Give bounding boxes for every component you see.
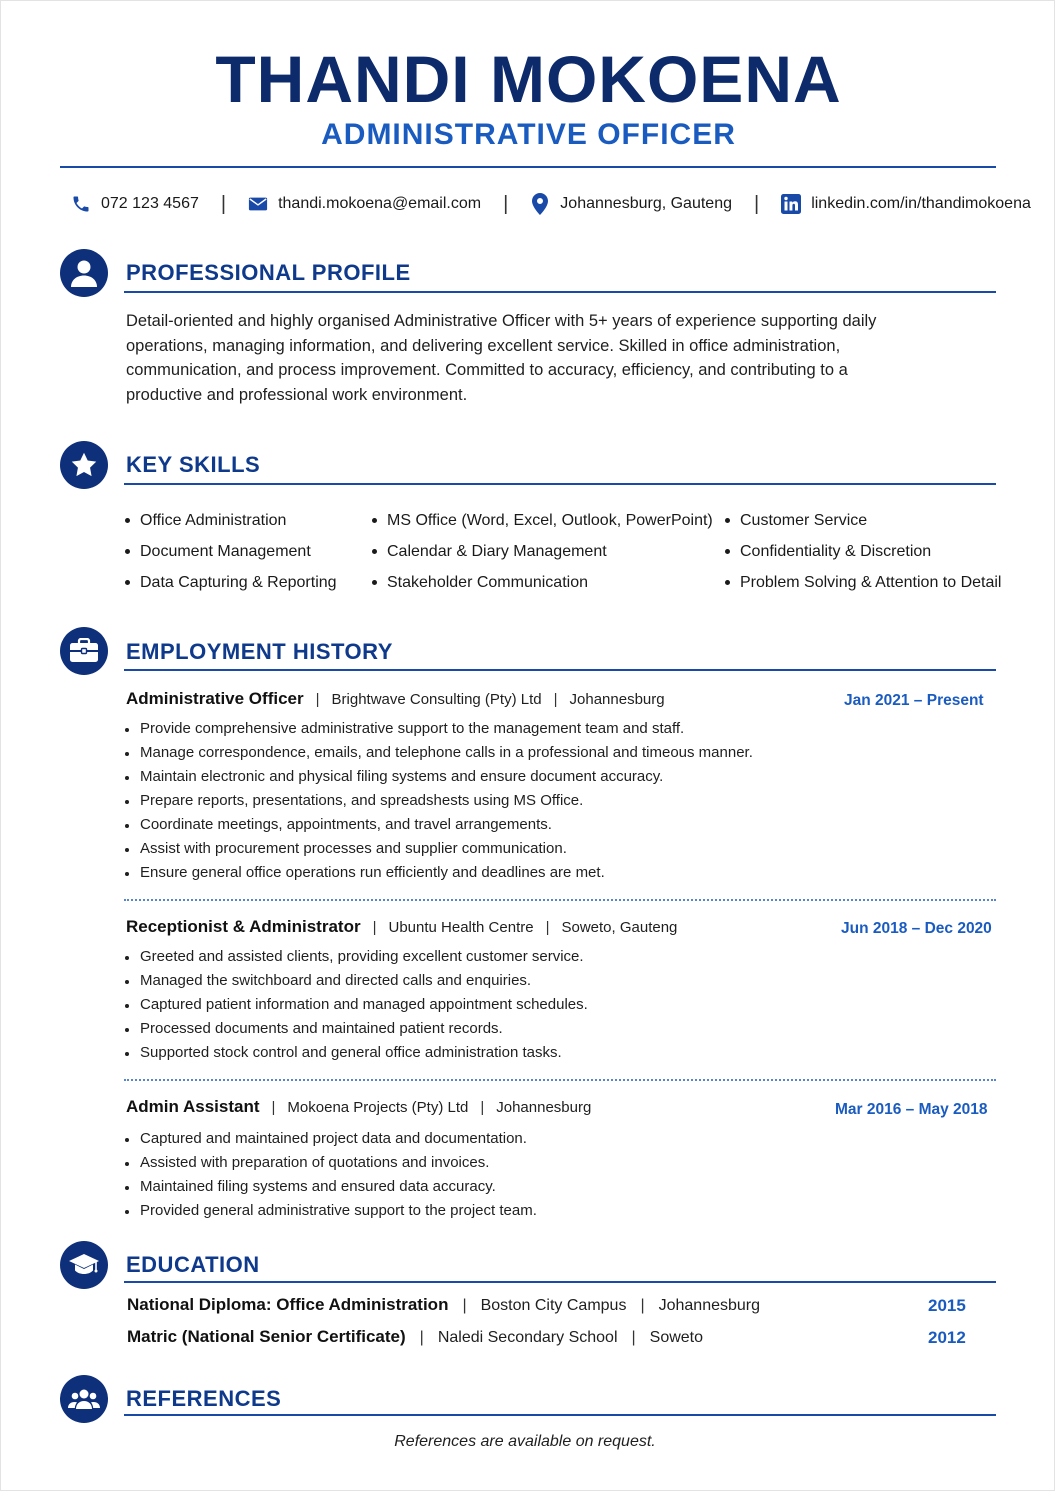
list-item: Maintain electronic and physical filing systems and ensure document accuracy.	[124, 765, 753, 789]
contact-phone-text: 072 123 4567	[101, 195, 199, 212]
contact-location-text: Johannesburg, Gauteng	[560, 195, 732, 212]
list-item: Ensure general office operations run efficiently and deadlines are met.	[124, 861, 753, 885]
list-item: Managed the switchboard and directed calls and enquiries.	[124, 969, 588, 993]
skill-item: Confidentiality & Discretion	[725, 536, 1001, 567]
profile-summary: Detail-oriented and highly organised Administrative Officer with 5+ years of experience supporting daily operations, managing information, and delivering excellent service. Skilled in office administration, communication, and process improvement. Committed to accuracy, efficiency, and contributing to a productive and professional work environment.	[126, 312, 877, 404]
skill-item: Office Administration	[125, 505, 337, 536]
list-item: Manage correspondence, emails, and telephone calls in a professional and timeous manner.	[124, 741, 753, 765]
education-qualification: Matric (National Senior Certificate)	[127, 1327, 406, 1346]
skills-heading: KEY SKILLS	[126, 452, 261, 477]
job-duties	[124, 1127, 537, 1223]
skills-column-1	[125, 505, 337, 598]
contact-bar	[71, 189, 1031, 219]
briefcase-icon	[60, 627, 108, 675]
list-item: Provide comprehensive administrative support to the management team and staff.	[124, 717, 753, 741]
education-separator: |	[640, 1297, 645, 1314]
employment-heading: EMPLOYMENT HISTORY	[126, 639, 393, 664]
job-dates: Mar 2016 – May 2018	[835, 1101, 988, 1118]
education-year: 2015	[928, 1296, 966, 1315]
list-item: Maintained filing systems and ensured data accuracy.	[124, 1175, 537, 1199]
skill-item: Data Capturing & Reporting	[125, 567, 337, 598]
list-item: Greeted and assisted clients, providing excellent customer service.	[124, 945, 588, 969]
job-company: Brightwave Consulting (Pty) Ltd	[331, 691, 542, 708]
list-item: Prepare reports, presentations, and spreadshests using MS Office.	[124, 789, 753, 813]
education-separator: |	[419, 1329, 424, 1346]
contact-phone	[71, 194, 199, 214]
contact-email-text[interactable]: thandi.mokoena@email.com	[278, 195, 482, 212]
skills-divider	[124, 483, 996, 485]
envelope-icon	[248, 194, 268, 214]
education-separator: |	[631, 1329, 636, 1346]
linkedin-icon	[781, 194, 801, 214]
education-row	[127, 1295, 997, 1315]
user-icon	[60, 249, 108, 297]
contact-linkedin-text[interactable]: linkedin.com/in/thandimokoena	[811, 195, 1031, 212]
job-role: Administrative Officer	[126, 689, 304, 708]
references-note: References are available on request.	[394, 1433, 656, 1450]
job-role: Admin Assistant	[126, 1097, 260, 1116]
contact-location	[530, 194, 732, 214]
profile-divider	[124, 291, 996, 293]
references-heading: REFERENCES	[126, 1386, 282, 1411]
contact-linkedin[interactable]	[781, 194, 1031, 214]
job-divider	[124, 899, 996, 901]
job-location: Johannesburg	[496, 1099, 592, 1116]
education-year: 2012	[928, 1328, 966, 1347]
job-location: Johannesburg	[569, 691, 665, 708]
job-dates: Jan 2021 – Present	[844, 692, 984, 709]
contact-separator: |	[503, 192, 509, 215]
job-location: Soweto, Gauteng	[561, 919, 678, 936]
education-institution: Naledi Secondary School	[437, 1329, 618, 1346]
job-company: Ubuntu Health Centre	[388, 919, 534, 936]
education-institution: Boston City Campus	[480, 1297, 627, 1314]
job-divider	[124, 1079, 996, 1081]
contact-separator: |	[753, 192, 760, 215]
header-divider	[60, 166, 996, 168]
job-dates: Jun 2018 – Dec 2020	[841, 920, 992, 937]
skill-item: Customer Service	[725, 505, 1001, 536]
job-company: Mokoena Projects (Pty) Ltd	[287, 1099, 469, 1116]
skill-item: Stakeholder Communication	[372, 567, 713, 598]
references-divider	[124, 1414, 996, 1416]
star-icon	[60, 441, 108, 489]
candidate-name: THANDI MOKOENA	[215, 42, 842, 116]
graduation-cap-icon	[60, 1241, 108, 1289]
job-role: Receptionist & Administrator	[126, 917, 361, 936]
list-item: Assist with procurement processes and supplier communication.	[124, 837, 753, 861]
job-duties	[124, 717, 753, 885]
profile-heading: PROFESSIONAL PROFILE	[126, 260, 411, 285]
list-item: Processed documents and maintained patient records.	[124, 1017, 588, 1041]
job-separator: |	[372, 919, 377, 936]
education-heading: EDUCATION	[126, 1252, 260, 1277]
list-item: Supported stock control and general office administration tasks.	[124, 1041, 588, 1065]
candidate-title: ADMINISTRATIVE OFFICER	[321, 118, 736, 151]
education-divider	[124, 1281, 996, 1283]
job-separator: |	[545, 919, 550, 936]
skills-column-3	[725, 505, 1001, 598]
skills-column-2	[372, 505, 713, 598]
employment-divider	[124, 669, 996, 671]
skill-item: Document Management	[125, 536, 337, 567]
education-location: Johannesburg	[658, 1297, 761, 1314]
job-separator: |	[315, 691, 320, 708]
list-item: Coordinate meetings, appointments, and travel arrangements.	[124, 813, 753, 837]
job-separator: |	[271, 1099, 276, 1116]
job-duties	[124, 945, 588, 1065]
contact-email[interactable]	[248, 194, 481, 214]
map-pin-icon	[530, 194, 550, 214]
skill-item: Calendar & Diary Management	[372, 536, 713, 567]
education-qualification: National Diploma: Office Administration	[127, 1295, 449, 1314]
skill-item: Problem Solving & Attention to Detail	[725, 567, 1001, 598]
list-item: Captured patient information and managed appointment schedules.	[124, 993, 588, 1017]
list-item: Captured and maintained project data and documentation.	[124, 1127, 537, 1151]
list-item: Provided general administrative support to the project team.	[124, 1199, 537, 1223]
education-location: Soweto	[649, 1329, 704, 1346]
phone-icon	[71, 194, 91, 214]
skill-item: MS Office (Word, Excel, Outlook, PowerPoint)	[372, 505, 713, 536]
education-separator: |	[462, 1297, 467, 1314]
list-item: Assisted with preparation of quotations and invoices.	[124, 1151, 537, 1175]
job-separator: |	[480, 1099, 485, 1116]
contact-separator: |	[220, 192, 227, 215]
job-separator: |	[553, 691, 558, 708]
group-icon	[60, 1375, 108, 1423]
education-row	[127, 1327, 997, 1347]
